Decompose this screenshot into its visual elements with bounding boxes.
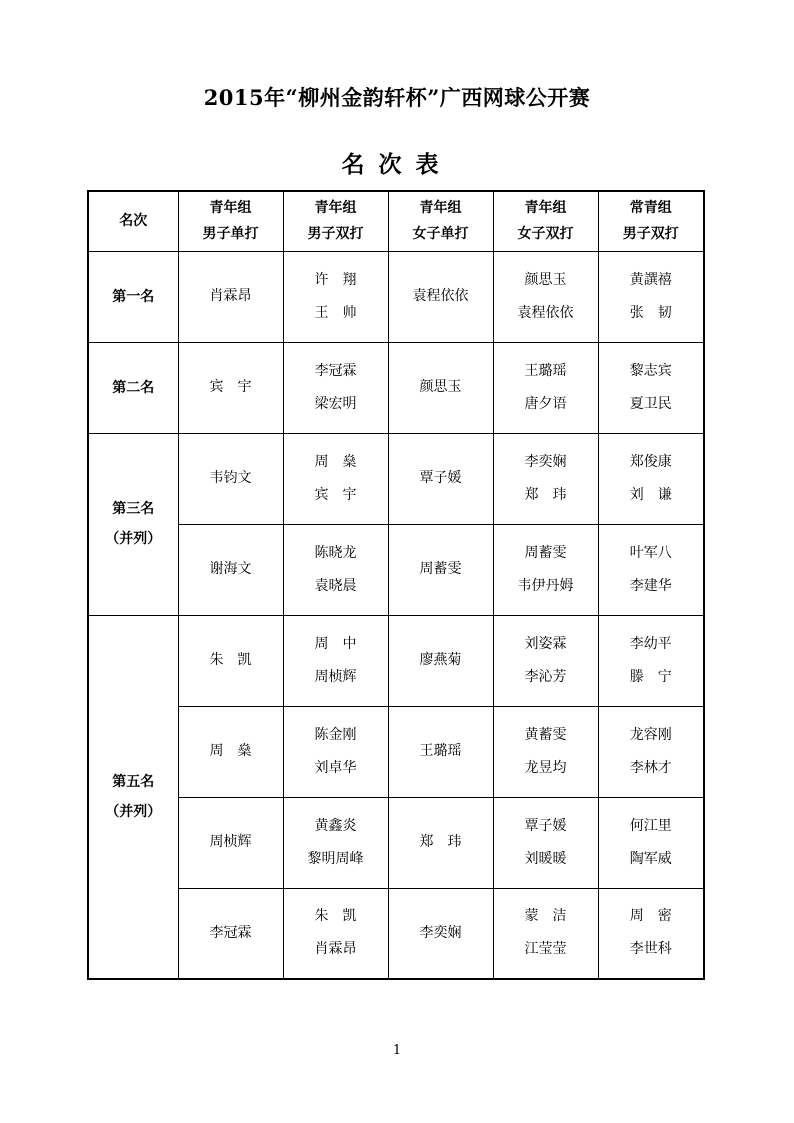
- cell-line: 李冠霖: [209, 924, 252, 941]
- cell-line: 梁宏明: [314, 395, 357, 412]
- player-cell: [493, 706, 598, 797]
- cell-line: 李世科: [629, 941, 672, 958]
- cell-line: 江莹莹: [524, 941, 567, 958]
- cell-line: 周 燊: [314, 453, 357, 470]
- rank-label-line: 第五名: [112, 773, 155, 790]
- cell-line: 王 帅: [314, 304, 357, 321]
- cell-line: 郑 玮: [524, 486, 567, 503]
- cell-line: 何江里: [629, 817, 672, 834]
- player-cell: [388, 342, 493, 433]
- column-header-line: 名次: [119, 213, 148, 230]
- rank-label: [88, 433, 178, 615]
- document-subtitle: 名次表: [341, 151, 453, 178]
- column-header-line: 青年组: [209, 200, 252, 217]
- cell-line: 韦伊丹姆: [517, 577, 574, 594]
- cell-line: 滕 宁: [629, 668, 672, 685]
- cell-line: 龙昱均: [524, 759, 567, 776]
- cell-line: 刘卓华: [314, 759, 357, 776]
- cell-line: 黎明周峰: [307, 850, 364, 867]
- cell-line: 黄譔禧: [629, 271, 672, 288]
- cell-line: 朱 凯: [314, 908, 357, 925]
- cell-line: 蒙 洁: [524, 908, 567, 925]
- column-header: [283, 191, 388, 251]
- cell-line: 李奕娴: [419, 924, 462, 941]
- cell-line: 龙容刚: [629, 726, 672, 743]
- rank-label: [88, 342, 178, 433]
- rank-label: [88, 251, 178, 342]
- column-header: [598, 191, 704, 251]
- table-row: [88, 615, 704, 706]
- player-cell: [178, 342, 283, 433]
- cell-line: 李冠霖: [314, 362, 357, 379]
- cell-line: 肖霖昂: [209, 288, 252, 304]
- rank-label-line: 第一名: [112, 288, 155, 305]
- cell-line: 李林才: [629, 759, 672, 776]
- cell-line: 周蓄雯: [419, 561, 462, 577]
- player-cell: [493, 888, 598, 979]
- player-cell: [388, 797, 493, 888]
- table-row: [88, 888, 704, 979]
- cell-line: 袁程依依: [517, 304, 574, 321]
- cell-line: 周桢辉: [209, 834, 252, 850]
- player-cell: [178, 797, 283, 888]
- player-cell: [388, 706, 493, 797]
- column-header: [388, 191, 493, 251]
- cell-line: 王璐瑶: [524, 362, 567, 379]
- cell-line: 夏卫民: [629, 395, 672, 412]
- player-cell: [178, 251, 283, 342]
- player-cell: [598, 342, 704, 433]
- player-cell: [598, 251, 704, 342]
- column-header-line: 女子双打: [517, 226, 574, 243]
- cell-line: 肖霖昂: [314, 941, 357, 958]
- table-row: [88, 342, 704, 433]
- player-cell: [283, 706, 388, 797]
- document-title: 2015年“柳州金韵轩杯”广西网球公开赛: [203, 85, 591, 110]
- player-cell: [178, 615, 283, 706]
- header-row: [88, 191, 704, 251]
- cell-line: 袁程依依: [412, 288, 469, 304]
- cell-line: 刘姿霖: [524, 635, 567, 652]
- cell-line: 黄鑫炎: [314, 817, 357, 834]
- cell-line: 郑 玮: [419, 834, 462, 850]
- player-cell: [598, 706, 704, 797]
- player-cell: [283, 615, 388, 706]
- player-cell: [283, 433, 388, 524]
- player-cell: [388, 615, 493, 706]
- cell-line: 刘 谦: [629, 486, 672, 503]
- column-header: [178, 191, 283, 251]
- cell-line: 刘暖暖: [524, 850, 567, 867]
- cell-line: 覃子媛: [524, 817, 567, 834]
- rank-label-line: 第三名: [112, 501, 155, 517]
- column-header-line: 男子单打: [202, 226, 259, 243]
- rank-label-line: 第二名: [112, 379, 155, 396]
- cell-line: 袁晓晨: [314, 577, 357, 594]
- cell-line: 黎志宾: [629, 362, 672, 379]
- cell-line: 郑俊康: [629, 453, 672, 470]
- player-cell: [283, 342, 388, 433]
- player-cell: [598, 433, 704, 524]
- cell-line: 唐夕语: [524, 395, 567, 412]
- column-header: [88, 191, 178, 251]
- rank-label: [88, 615, 178, 979]
- cell-line: 颜思玉: [524, 271, 567, 288]
- player-cell: [493, 524, 598, 615]
- cell-line: 黄蓄雯: [524, 726, 567, 743]
- cell-line: 宾 宇: [314, 486, 357, 503]
- player-cell: [598, 615, 704, 706]
- player-cell: [283, 797, 388, 888]
- table-row: [88, 706, 704, 797]
- cell-line: 覃子媛: [419, 470, 462, 486]
- cell-line: 李幼平: [629, 635, 672, 652]
- column-header: [493, 191, 598, 251]
- cell-line: 叶军八: [629, 544, 672, 561]
- player-cell: [388, 524, 493, 615]
- player-cell: [388, 888, 493, 979]
- player-cell: [493, 251, 598, 342]
- cell-line: 谢海文: [209, 561, 252, 577]
- player-cell: [493, 342, 598, 433]
- player-cell: [493, 615, 598, 706]
- page-number: 1: [392, 1043, 402, 1058]
- ranking-table: [87, 190, 705, 980]
- cell-line: 韦钧文: [209, 470, 252, 486]
- player-cell: [178, 433, 283, 524]
- rank-label-line: （并列）: [105, 531, 162, 547]
- cell-line: 宾 宇: [209, 379, 252, 395]
- column-header-line: 常青组: [629, 200, 672, 217]
- player-cell: [388, 433, 493, 524]
- cell-line: 李奕娴: [524, 453, 567, 470]
- player-cell: [283, 251, 388, 342]
- table-body: [88, 251, 704, 979]
- cell-line: 陶军威: [629, 850, 672, 867]
- player-cell: [178, 706, 283, 797]
- rank-label-line: （并列）: [105, 803, 162, 820]
- column-header-line: 青年组: [419, 200, 462, 217]
- cell-line: 周 燊: [209, 743, 252, 759]
- player-cell: [493, 797, 598, 888]
- table-row: [88, 524, 704, 615]
- table-row: [88, 797, 704, 888]
- cell-line: 李建华: [629, 577, 672, 594]
- player-cell: [493, 433, 598, 524]
- cell-line: 李沁芳: [524, 668, 567, 685]
- table-row: [88, 433, 704, 524]
- player-cell: [598, 888, 704, 979]
- column-header-line: 男子双打: [307, 226, 364, 243]
- cell-line: 陈晓龙: [314, 544, 357, 561]
- player-cell: [598, 797, 704, 888]
- table-header: [88, 191, 704, 251]
- column-header-line: 青年组: [314, 200, 357, 217]
- cell-line: 廖燕菊: [419, 652, 462, 668]
- cell-line: 朱 凯: [209, 652, 252, 668]
- cell-line: 王璐瑶: [419, 743, 462, 759]
- player-cell: [388, 251, 493, 342]
- player-cell: [283, 888, 388, 979]
- cell-line: 陈金刚: [314, 726, 357, 743]
- player-cell: [598, 524, 704, 615]
- player-cell: [283, 524, 388, 615]
- cell-line: 张 韧: [629, 304, 672, 321]
- player-cell: [178, 888, 283, 979]
- column-header-line: 女子单打: [412, 226, 469, 243]
- cell-line: 周 密: [629, 908, 672, 925]
- column-header-line: 青年组: [524, 200, 567, 217]
- cell-line: 周蓄雯: [524, 544, 567, 561]
- table-row: [88, 251, 704, 342]
- cell-line: 周桢辉: [314, 668, 357, 685]
- column-header-line: 男子双打: [622, 226, 679, 243]
- cell-line: 周 中: [314, 635, 357, 652]
- player-cell: [178, 524, 283, 615]
- cell-line: 许 翔: [314, 271, 357, 288]
- cell-line: 颜思玉: [419, 379, 462, 395]
